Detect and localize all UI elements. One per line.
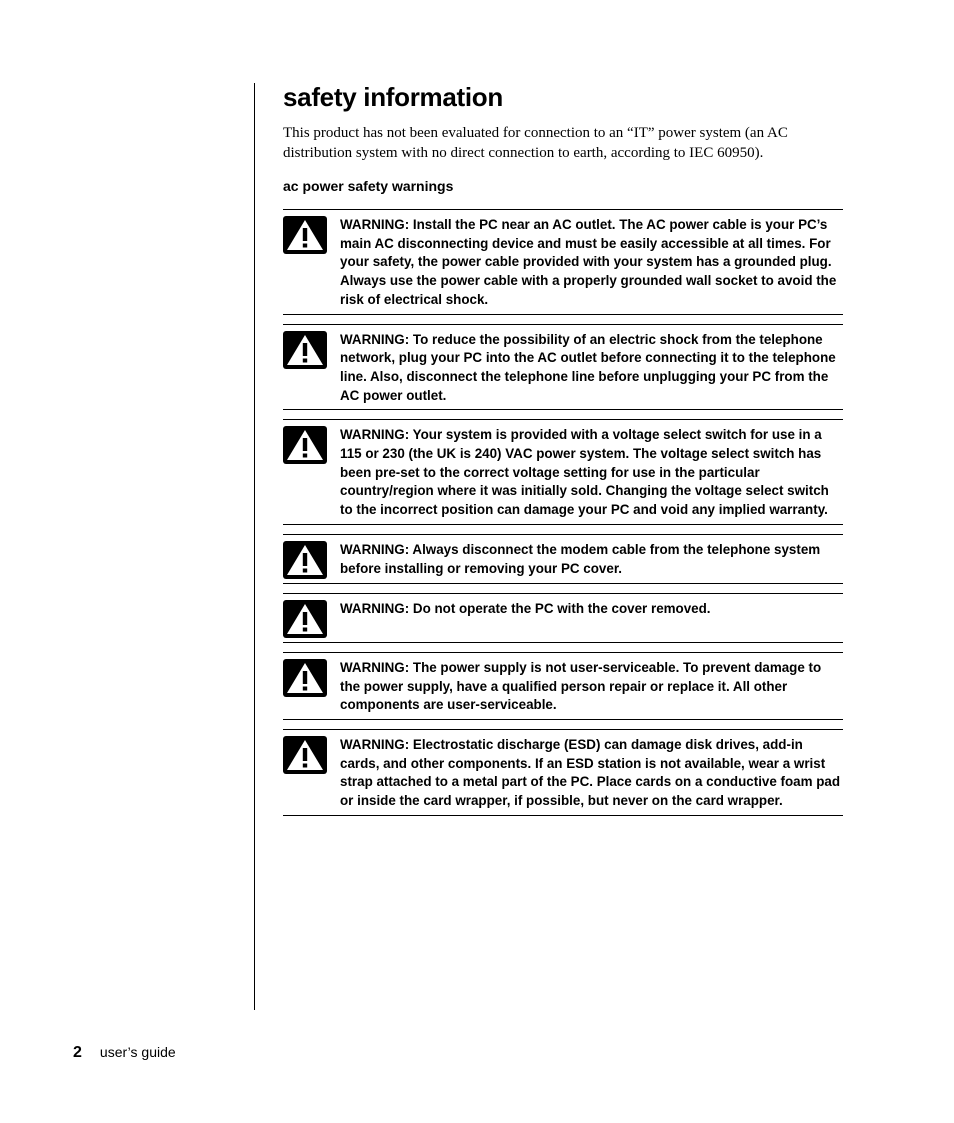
- warning-text: WARNING: The power supply is not user-serviceable. To prevent damage to the power supply, have a qualified person repair or replace it. All other components are user-serviceable.: [340, 659, 822, 713]
- page-content: [283, 80, 843, 816]
- warning-icon: [283, 331, 327, 369]
- warning-icon: [283, 216, 327, 254]
- warning-text: WARNING: Always disconnect the modem cable from the telephone system before installing or removing your PC cover.: [340, 541, 821, 576]
- warning-text: WARNING: Install the PC near an AC outlet. The AC power cable is your PC’s main AC disconnecting device and must be easily accessible at all times. For your safety, the power cable provided with your system has a grounded plug. Always use the power cable with a properly grounded wall socket to avoid the risk of electrical shock.: [340, 217, 837, 307]
- warning-block: [283, 652, 843, 720]
- warning-text: WARNING: To reduce the possibility of an electric shock from the telephone network, plug your PC into the AC outlet before connecting it to the telephone line. Also, disconnect the telephone line before unplugging your PC from the AC power outlet.: [340, 331, 836, 403]
- warning-icon: [283, 659, 327, 697]
- warning-block: [283, 419, 843, 525]
- page-title: safety information: [283, 82, 503, 112]
- warning-text: WARNING: Do not operate the PC with the cover removed.: [340, 600, 711, 616]
- warning-icon: [283, 541, 327, 579]
- warnings-list: [283, 209, 843, 816]
- warning-icon: [283, 736, 327, 774]
- warning-icon: [283, 426, 327, 464]
- section-heading: ac power safety warnings: [283, 178, 454, 194]
- page-footer: [73, 1044, 176, 1062]
- warning-block: [283, 534, 843, 584]
- warning-text: WARNING: Electrostatic discharge (ESD) can damage disk drives, add-in cards, and other components. If an ESD station is not available, wear a wrist strap attached to a metal part of the PC. Place cards on a conductive foam pad or inside the card wrapper, if possible, but never on the card wrapper.: [340, 736, 841, 809]
- footer-label: user’s guide: [99, 1044, 176, 1060]
- intro-paragraph: This product has not been evaluated for connection to an “IT” power system (an AC distribution system with no direct connection to earth, according to IEC 60950).: [283, 125, 788, 161]
- warning-block: [283, 324, 843, 411]
- margin-rule: [254, 83, 255, 1010]
- warning-icon: [283, 600, 327, 638]
- page-number: 2: [73, 1044, 82, 1061]
- warning-block: [283, 209, 843, 315]
- warning-block: [283, 729, 843, 816]
- warning-block: [283, 593, 843, 643]
- warning-text: WARNING: Your system is provided with a voltage select switch for use in a 115 or 230 (the UK is 240) VAC power system. The voltage select switch has been pre-set to the correct voltage setting for use in the particular country/region where it was initially sold. Changing the voltage select switch to the incorrect position can damage your PC and void any implied warranty.: [340, 427, 829, 518]
